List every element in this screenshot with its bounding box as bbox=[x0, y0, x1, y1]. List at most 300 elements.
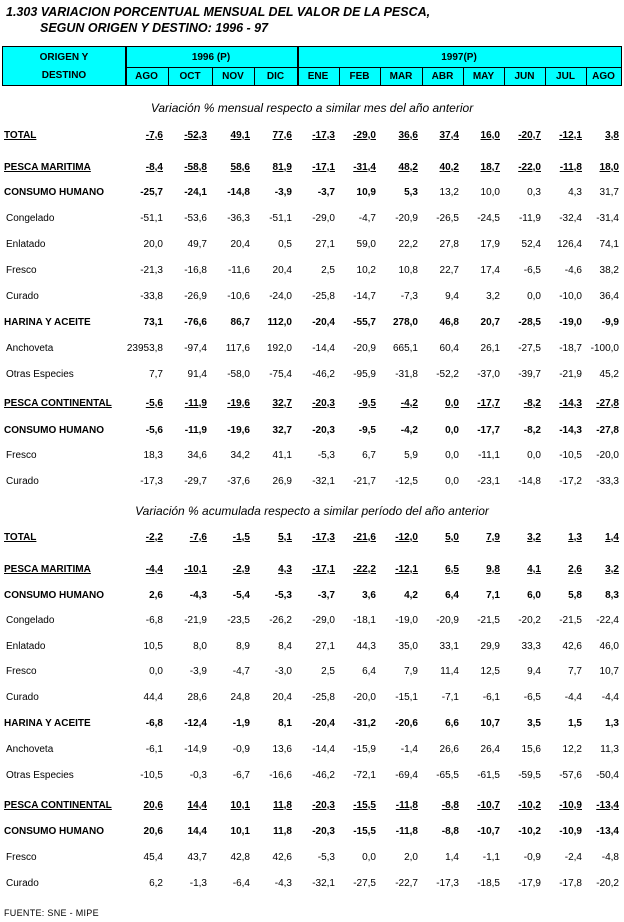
value-cell: 278,0 bbox=[392, 317, 418, 328]
row-label: CONSUMO HUMANO bbox=[4, 425, 104, 436]
value-cell: 7,9 bbox=[404, 666, 418, 677]
value-cell: -21,9 bbox=[559, 369, 582, 380]
value-cell: 10,5 bbox=[143, 641, 163, 652]
value-cell: 36,6 bbox=[398, 130, 418, 141]
value-cell: 2,5 bbox=[321, 265, 335, 276]
value-cell: 3,2 bbox=[605, 564, 619, 575]
value-cell: -0,9 bbox=[523, 852, 541, 863]
value-cell: 23953,8 bbox=[126, 343, 163, 354]
value-cell: 10,2 bbox=[356, 265, 376, 276]
value-cell: -1,5 bbox=[232, 532, 250, 543]
value-cell: 8,4 bbox=[278, 641, 292, 652]
value-cell: -3,0 bbox=[274, 666, 292, 677]
table-row bbox=[0, 615, 624, 631]
value-cell: 6,5 bbox=[445, 564, 459, 575]
value-cell: -22,7 bbox=[395, 878, 418, 889]
value-cell: -7,3 bbox=[400, 291, 418, 302]
value-cell: 13,6 bbox=[272, 744, 292, 755]
value-cell: 86,7 bbox=[230, 317, 250, 328]
table-row bbox=[0, 718, 624, 734]
value-cell: -21,7 bbox=[353, 476, 376, 487]
value-cell: -39,7 bbox=[518, 369, 541, 380]
value-cell: 27,8 bbox=[439, 239, 459, 250]
value-cell: -2,4 bbox=[564, 852, 582, 863]
value-cell: -23,5 bbox=[227, 615, 250, 626]
value-cell: 0,0 bbox=[445, 450, 459, 461]
value-cell: 10,8 bbox=[398, 265, 418, 276]
value-cell: 126,4 bbox=[556, 239, 582, 250]
value-cell: -20,9 bbox=[395, 213, 418, 224]
value-cell: 31,7 bbox=[599, 187, 619, 198]
value-cell: -18,1 bbox=[353, 615, 376, 626]
value-cell: 0,0 bbox=[527, 291, 541, 302]
value-cell: -14,4 bbox=[312, 343, 335, 354]
value-cell: -12,1 bbox=[559, 130, 582, 141]
value-cell: 20,6 bbox=[143, 800, 163, 811]
value-cell: -10,7 bbox=[477, 800, 500, 811]
value-cell: -29,7 bbox=[184, 476, 207, 487]
value-cell: 45,2 bbox=[599, 369, 619, 380]
row-label: Curado bbox=[6, 692, 39, 703]
value-cell: 18,7 bbox=[480, 162, 500, 173]
value-cell: 4,3 bbox=[568, 187, 582, 198]
value-cell: -58,8 bbox=[184, 162, 207, 173]
header-month-may: MAY bbox=[472, 71, 495, 82]
value-cell: 60,4 bbox=[439, 343, 459, 354]
value-cell: -11,8 bbox=[395, 800, 418, 811]
header-month-dic: DIC bbox=[266, 71, 285, 82]
value-cell: 4,2 bbox=[404, 590, 418, 601]
value-cell: -21,5 bbox=[559, 615, 582, 626]
table-row bbox=[0, 398, 624, 414]
table-row bbox=[0, 450, 624, 466]
value-cell: -1,4 bbox=[400, 744, 418, 755]
header-month-ago: AGO bbox=[592, 71, 615, 82]
value-cell: -27,5 bbox=[353, 878, 376, 889]
value-cell: -6,5 bbox=[523, 692, 541, 703]
value-cell: 2,6 bbox=[568, 564, 582, 575]
value-cell: -51,1 bbox=[140, 213, 163, 224]
source-footer: FUENTE: SNE - MIPE bbox=[4, 908, 99, 918]
value-cell: 18,3 bbox=[143, 450, 163, 461]
value-cell: 3,2 bbox=[486, 291, 500, 302]
value-cell: 5,3 bbox=[404, 187, 418, 198]
value-cell: -20,9 bbox=[436, 615, 459, 626]
value-cell: -8,4 bbox=[145, 162, 163, 173]
value-cell: -22,0 bbox=[518, 162, 541, 173]
header-column-divider bbox=[339, 67, 340, 85]
value-cell: -7,1 bbox=[441, 692, 459, 703]
value-cell: -11,1 bbox=[477, 450, 500, 461]
header-column-divider bbox=[125, 47, 127, 85]
value-cell: -3,9 bbox=[189, 666, 207, 677]
value-cell: 22,7 bbox=[439, 265, 459, 276]
header-origin-label-bottom: DESTINO bbox=[41, 69, 87, 81]
table-row bbox=[0, 852, 624, 868]
value-cell: -8,2 bbox=[523, 425, 541, 436]
value-cell: 20,4 bbox=[272, 265, 292, 276]
value-cell: 1,3 bbox=[605, 718, 619, 729]
value-cell: -20,4 bbox=[312, 718, 335, 729]
value-cell: -10,5 bbox=[559, 450, 582, 461]
value-cell: 0,5 bbox=[278, 239, 292, 250]
value-cell: -76,6 bbox=[184, 317, 207, 328]
value-cell: -20,3 bbox=[312, 398, 335, 409]
row-label: CONSUMO HUMANO bbox=[4, 590, 104, 601]
value-cell: -9,9 bbox=[601, 317, 619, 328]
header-column-divider bbox=[586, 67, 587, 85]
value-cell: -27,8 bbox=[596, 425, 619, 436]
row-label: Enlatado bbox=[6, 239, 46, 250]
value-cell: 3,6 bbox=[362, 590, 376, 601]
table-row bbox=[0, 130, 624, 146]
value-cell: -11,9 bbox=[184, 425, 207, 436]
table-row bbox=[0, 369, 624, 385]
value-cell: 2,6 bbox=[149, 590, 163, 601]
row-label: PESCA CONTINENTAL bbox=[4, 398, 112, 409]
value-cell: -3,9 bbox=[274, 187, 292, 198]
row-label: Fresco bbox=[6, 852, 37, 863]
value-cell: -12,5 bbox=[395, 476, 418, 487]
value-cell: -12,0 bbox=[395, 532, 418, 543]
value-cell: -13,4 bbox=[596, 826, 619, 837]
value-cell: -25,7 bbox=[140, 187, 163, 198]
value-cell: -29,0 bbox=[312, 213, 335, 224]
value-cell: 22,2 bbox=[398, 239, 418, 250]
row-label: TOTAL bbox=[4, 532, 37, 543]
value-cell: -10,7 bbox=[477, 826, 500, 837]
value-cell: -10,1 bbox=[184, 564, 207, 575]
value-cell: -61,5 bbox=[477, 770, 500, 781]
value-cell: -20,2 bbox=[518, 615, 541, 626]
value-cell: -10,2 bbox=[518, 826, 541, 837]
value-cell: -17,1 bbox=[312, 162, 335, 173]
row-label: Fresco bbox=[6, 666, 37, 677]
value-cell: -11,8 bbox=[395, 826, 418, 837]
value-cell: -50,4 bbox=[596, 770, 619, 781]
value-cell: 3,8 bbox=[605, 130, 619, 141]
row-label: Curado bbox=[6, 878, 39, 889]
value-cell: 665,1 bbox=[392, 343, 418, 354]
value-cell: -15,5 bbox=[353, 800, 376, 811]
value-cell: -14,3 bbox=[559, 398, 582, 409]
value-cell: 7,1 bbox=[486, 590, 500, 601]
row-label: Fresco bbox=[6, 265, 37, 276]
table-row bbox=[0, 692, 624, 708]
value-cell: -5,6 bbox=[145, 425, 163, 436]
value-cell: 49,7 bbox=[187, 239, 207, 250]
value-cell: -53,6 bbox=[184, 213, 207, 224]
value-cell: -4,6 bbox=[564, 265, 582, 276]
value-cell: 5,1 bbox=[278, 532, 292, 543]
header-column-divider bbox=[422, 67, 423, 85]
value-cell: 26,9 bbox=[272, 476, 292, 487]
value-cell: 24,8 bbox=[230, 692, 250, 703]
value-cell: -8,2 bbox=[523, 398, 541, 409]
value-cell: -0,9 bbox=[232, 744, 250, 755]
row-label: Congelado bbox=[6, 615, 55, 626]
value-cell: -8,8 bbox=[441, 800, 459, 811]
value-cell: 8,0 bbox=[193, 641, 207, 652]
value-cell: -9,5 bbox=[358, 398, 376, 409]
value-cell: -20,7 bbox=[518, 130, 541, 141]
value-cell: 45,4 bbox=[143, 852, 163, 863]
value-cell: -4,7 bbox=[358, 213, 376, 224]
value-cell: -11,8 bbox=[559, 162, 582, 173]
value-cell: -31,4 bbox=[353, 162, 376, 173]
value-cell: -17,3 bbox=[140, 476, 163, 487]
value-cell: -6,1 bbox=[145, 744, 163, 755]
value-cell: 58,6 bbox=[230, 162, 250, 173]
header-month-nov: NOV bbox=[222, 71, 244, 82]
value-cell: 10,7 bbox=[480, 718, 500, 729]
value-cell: 0,0 bbox=[149, 666, 163, 677]
header-month-oct: OCT bbox=[179, 71, 201, 82]
value-cell: -97,4 bbox=[184, 343, 207, 354]
table-row bbox=[0, 564, 624, 580]
value-cell: -10,5 bbox=[140, 770, 163, 781]
value-cell: 44,3 bbox=[356, 641, 376, 652]
value-cell: -20,0 bbox=[596, 450, 619, 461]
value-cell: -17,3 bbox=[312, 130, 335, 141]
table-row bbox=[0, 162, 624, 178]
value-cell: 7,7 bbox=[568, 666, 582, 677]
value-cell: -21,6 bbox=[353, 532, 376, 543]
value-cell: 46,0 bbox=[599, 641, 619, 652]
header-column-divider bbox=[463, 67, 464, 85]
header-column-divider bbox=[504, 67, 505, 85]
value-cell: 35,0 bbox=[398, 641, 418, 652]
value-cell: -6,1 bbox=[482, 692, 500, 703]
value-cell: -4,2 bbox=[400, 398, 418, 409]
value-cell: 34,2 bbox=[230, 450, 250, 461]
row-label: Fresco bbox=[6, 450, 37, 461]
table-row bbox=[0, 770, 624, 786]
value-cell: -20,6 bbox=[395, 718, 418, 729]
table-title bbox=[6, 4, 430, 36]
value-cell: 12,2 bbox=[562, 744, 582, 755]
value-cell: -20,3 bbox=[312, 826, 335, 837]
table-row bbox=[0, 878, 624, 894]
value-cell: 10,1 bbox=[230, 800, 250, 811]
value-cell: -0,3 bbox=[189, 770, 207, 781]
value-cell: -100,0 bbox=[590, 343, 619, 354]
value-cell: -19,0 bbox=[395, 615, 418, 626]
value-cell: 6,6 bbox=[445, 718, 459, 729]
value-cell: -16,6 bbox=[269, 770, 292, 781]
value-cell: 112,0 bbox=[267, 317, 292, 328]
value-cell: -17,3 bbox=[312, 532, 335, 543]
value-cell: -17,2 bbox=[559, 476, 582, 487]
header-year-1996: 1996 (P) bbox=[191, 51, 231, 63]
value-cell: 42,6 bbox=[272, 852, 292, 863]
value-cell: 20,6 bbox=[143, 826, 163, 837]
value-cell: 9,8 bbox=[486, 564, 500, 575]
value-cell: 20,0 bbox=[143, 239, 163, 250]
table-row bbox=[0, 476, 624, 492]
value-cell: -69,4 bbox=[395, 770, 418, 781]
value-cell: -4,4 bbox=[145, 564, 163, 575]
value-cell: -7,6 bbox=[189, 532, 207, 543]
row-label: PESCA CONTINENTAL bbox=[4, 800, 112, 811]
table-row bbox=[0, 590, 624, 606]
value-cell: -4,4 bbox=[564, 692, 582, 703]
value-cell: -1,1 bbox=[482, 852, 500, 863]
value-cell: -5,3 bbox=[317, 450, 335, 461]
table-row bbox=[0, 213, 624, 229]
value-cell: 7,7 bbox=[149, 369, 163, 380]
value-cell: 2,0 bbox=[404, 852, 418, 863]
value-cell: -52,3 bbox=[184, 130, 207, 141]
value-cell: -4,8 bbox=[601, 852, 619, 863]
value-cell: -17,7 bbox=[477, 425, 500, 436]
value-cell: 33,1 bbox=[439, 641, 459, 652]
value-cell: 26,1 bbox=[480, 343, 500, 354]
table-row bbox=[0, 291, 624, 307]
value-cell: 1,4 bbox=[605, 532, 619, 543]
value-cell: -14,3 bbox=[559, 425, 582, 436]
value-cell: -33,3 bbox=[596, 476, 619, 487]
value-cell: -75,4 bbox=[269, 369, 292, 380]
row-label: CONSUMO HUMANO bbox=[4, 826, 104, 837]
value-cell: 74,1 bbox=[599, 239, 619, 250]
value-cell: -6,7 bbox=[232, 770, 250, 781]
value-cell: -26,5 bbox=[436, 213, 459, 224]
value-cell: -20,3 bbox=[312, 800, 335, 811]
value-cell: 34,6 bbox=[187, 450, 207, 461]
value-cell: 0,0 bbox=[362, 852, 376, 863]
value-cell: -6,4 bbox=[232, 878, 250, 889]
value-cell: -55,7 bbox=[353, 317, 376, 328]
row-label: HARINA Y ACEITE bbox=[4, 317, 91, 328]
value-cell: 6,7 bbox=[362, 450, 376, 461]
value-cell: -19,6 bbox=[227, 398, 250, 409]
value-cell: 8,1 bbox=[278, 718, 292, 729]
value-cell: -22,2 bbox=[353, 564, 376, 575]
value-cell: 13,2 bbox=[439, 187, 459, 198]
value-cell: -24,5 bbox=[477, 213, 500, 224]
value-cell: -6,8 bbox=[145, 718, 163, 729]
value-cell: 1,4 bbox=[445, 852, 459, 863]
header-month-ago: AGO bbox=[135, 71, 158, 82]
value-cell: -6,8 bbox=[145, 615, 163, 626]
value-cell: 0,0 bbox=[445, 476, 459, 487]
row-label: Anchoveta bbox=[6, 343, 54, 354]
row-label: Enlatado bbox=[6, 641, 46, 652]
value-cell: -95,9 bbox=[353, 369, 376, 380]
value-cell: -14,8 bbox=[518, 476, 541, 487]
table-row bbox=[0, 826, 624, 842]
header-month-mar: MAR bbox=[389, 71, 413, 82]
value-cell: -7,6 bbox=[145, 130, 163, 141]
value-cell: 16,0 bbox=[480, 130, 500, 141]
value-cell: -29,0 bbox=[353, 130, 376, 141]
value-cell: 5,0 bbox=[445, 532, 459, 543]
value-cell: 15,6 bbox=[521, 744, 541, 755]
row-label: Curado bbox=[6, 291, 39, 302]
value-cell: -13,4 bbox=[596, 800, 619, 811]
value-cell: 42,8 bbox=[230, 852, 250, 863]
value-cell: 20,4 bbox=[230, 239, 250, 250]
table-row bbox=[0, 187, 624, 203]
value-cell: 37,4 bbox=[439, 130, 459, 141]
value-cell: -37,6 bbox=[227, 476, 250, 487]
value-cell: 46,8 bbox=[439, 317, 459, 328]
value-cell: 6,0 bbox=[527, 590, 541, 601]
value-cell: -17,1 bbox=[312, 564, 335, 575]
value-cell: 0,0 bbox=[445, 398, 459, 409]
header-column-divider bbox=[297, 47, 299, 85]
value-cell: -29,0 bbox=[312, 615, 335, 626]
value-cell: 32,7 bbox=[272, 398, 292, 409]
value-cell: -32,1 bbox=[312, 476, 335, 487]
value-cell: -18,5 bbox=[477, 878, 500, 889]
value-cell: -15,1 bbox=[395, 692, 418, 703]
value-cell: -17,9 bbox=[518, 878, 541, 889]
section-heading: Variación % mensual respecto a similar mes del año anterior bbox=[150, 101, 474, 115]
header-column-divider bbox=[380, 67, 381, 85]
value-cell: 40,2 bbox=[439, 162, 459, 173]
value-cell: -20,3 bbox=[312, 425, 335, 436]
value-cell: 11,8 bbox=[273, 800, 292, 811]
value-cell: -72,1 bbox=[353, 770, 376, 781]
value-cell: 27,1 bbox=[315, 239, 335, 250]
value-cell: -4,7 bbox=[232, 666, 250, 677]
value-cell: -12,1 bbox=[395, 564, 418, 575]
row-label: TOTAL bbox=[4, 130, 37, 141]
value-cell: -5,6 bbox=[145, 398, 163, 409]
value-cell: 1,3 bbox=[568, 532, 582, 543]
table-header bbox=[2, 46, 622, 86]
value-cell: -11,9 bbox=[518, 213, 541, 224]
row-label: PESCA MARITIMA bbox=[4, 162, 91, 173]
value-cell: -10,2 bbox=[518, 800, 541, 811]
value-cell: -4,3 bbox=[189, 590, 207, 601]
value-cell: -51,1 bbox=[269, 213, 292, 224]
value-cell: -20,2 bbox=[596, 878, 619, 889]
value-cell: -16,8 bbox=[184, 265, 207, 276]
value-cell: -36,3 bbox=[227, 213, 250, 224]
value-cell: 41,1 bbox=[272, 450, 292, 461]
value-cell: 10,9 bbox=[356, 187, 376, 198]
header-column-divider bbox=[168, 67, 169, 85]
value-cell: 2,5 bbox=[321, 666, 335, 677]
value-cell: -37,0 bbox=[477, 369, 500, 380]
table-row bbox=[0, 239, 624, 255]
value-cell: -15,9 bbox=[353, 744, 376, 755]
value-cell: -10,6 bbox=[227, 291, 250, 302]
value-cell: 17,4 bbox=[480, 265, 500, 276]
row-label: Curado bbox=[6, 476, 39, 487]
value-cell: 26,4 bbox=[480, 744, 500, 755]
value-cell: 8,9 bbox=[236, 641, 250, 652]
value-cell: 91,4 bbox=[187, 369, 207, 380]
value-cell: 20,7 bbox=[480, 317, 500, 328]
value-cell: 14,4 bbox=[187, 800, 207, 811]
value-cell: -17,8 bbox=[559, 878, 582, 889]
value-cell: -31,2 bbox=[353, 718, 376, 729]
value-cell: -46,2 bbox=[312, 369, 335, 380]
value-cell: -28,5 bbox=[518, 317, 541, 328]
value-cell: -57,6 bbox=[559, 770, 582, 781]
value-cell: 8,3 bbox=[605, 590, 619, 601]
value-cell: 59,0 bbox=[356, 239, 376, 250]
value-cell: 4,3 bbox=[278, 564, 292, 575]
value-cell: -15,5 bbox=[353, 826, 376, 837]
value-cell: 77,6 bbox=[272, 130, 292, 141]
row-label: Anchoveta bbox=[6, 744, 54, 755]
value-cell: -4,3 bbox=[274, 878, 292, 889]
